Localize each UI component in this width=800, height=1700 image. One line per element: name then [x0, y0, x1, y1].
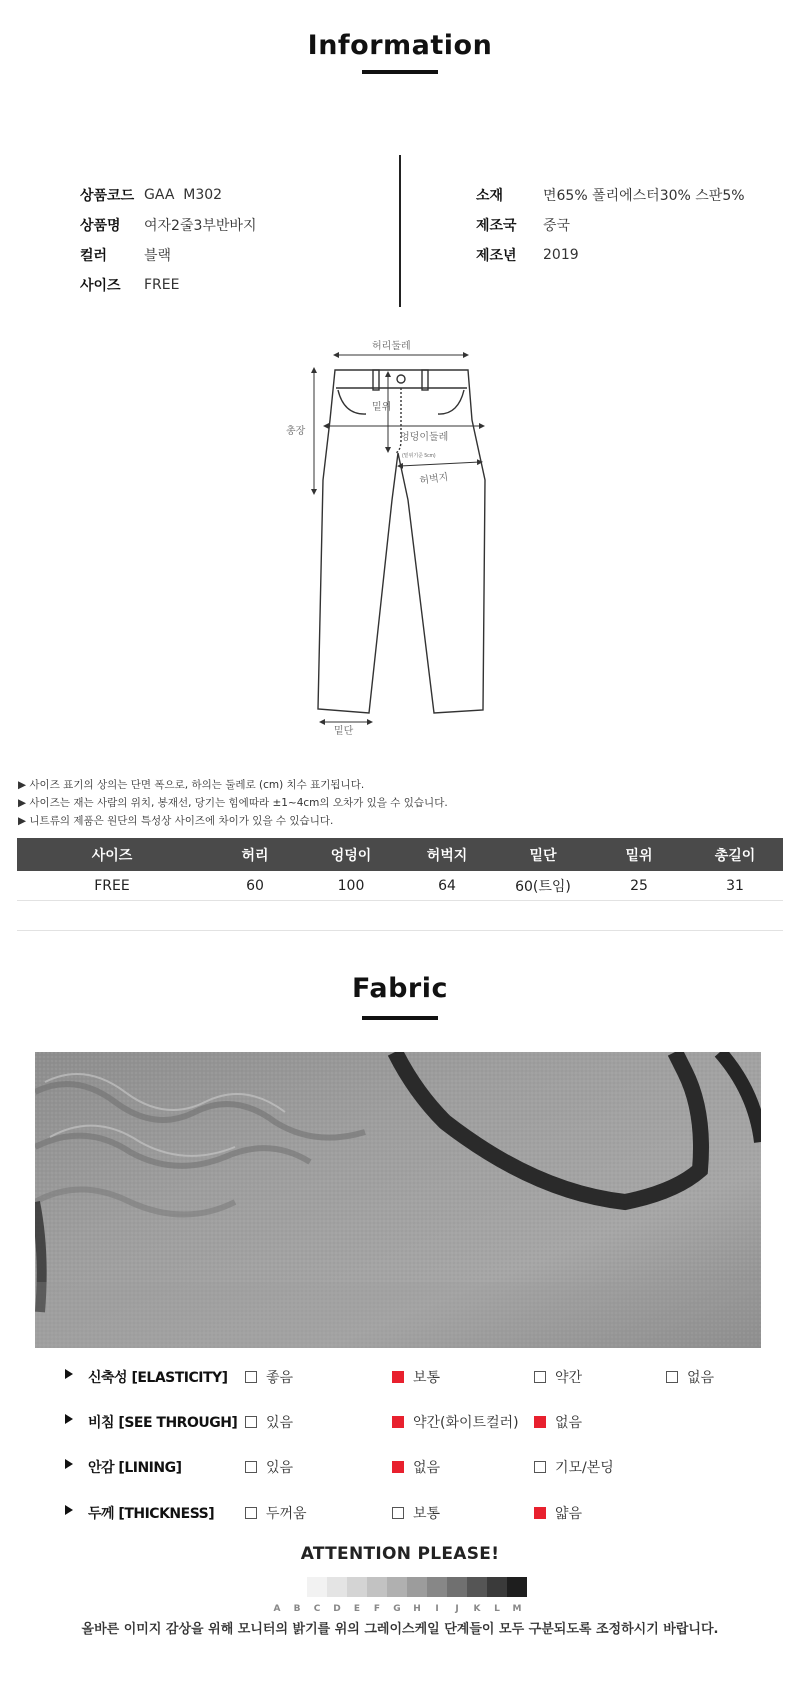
size-header-cell: 사이즈: [91, 847, 133, 864]
checkbox-icon: [666, 1371, 678, 1383]
checkbox-icon: [245, 1461, 257, 1473]
info-value: 블랙: [144, 248, 172, 264]
info-key: 제조년: [476, 248, 517, 264]
info-row-country: [476, 210, 745, 240]
option-label: 얇음: [555, 1506, 583, 1522]
label-waist: 허리둘레: [372, 341, 411, 352]
fabric-attr-thickness: [0, 1497, 800, 1527]
info-key: 상품명: [80, 218, 121, 234]
attr-option: [245, 1367, 293, 1387]
grayscale-strip: [287, 1577, 527, 1597]
bullet-arrow-icon: [65, 1369, 73, 1379]
size-table: [17, 838, 783, 901]
grayscale-letter: B: [293, 1604, 301, 1614]
product-info-right: [476, 180, 745, 270]
attr-option: [534, 1503, 582, 1523]
size-cell: 60: [246, 877, 264, 894]
checkbox-checked-icon: [534, 1507, 546, 1519]
attr-option: [392, 1412, 519, 1432]
option-label: 기모/본딩: [555, 1460, 614, 1476]
attr-option: [392, 1367, 440, 1387]
checkbox-icon: [534, 1371, 546, 1383]
attr-option: [666, 1367, 714, 1387]
information-title: Information: [307, 30, 493, 61]
info-row-size: [80, 270, 256, 300]
grayscale-swatch: [327, 1577, 347, 1597]
bullet-arrow-icon: [65, 1459, 73, 1469]
info-row-name: [80, 210, 256, 240]
option-label: 없음: [555, 1415, 583, 1431]
option-label: 없음: [687, 1370, 715, 1386]
label-thigh: 허벅지: [418, 472, 450, 487]
info-value: 면65% 폴리에스터30% 스판5%: [543, 188, 745, 204]
grayscale-swatch: [307, 1577, 327, 1597]
size-header-cell: 밑위: [625, 847, 653, 864]
size-header-cell: 엉덩이: [330, 847, 372, 864]
grayscale-letter: C: [313, 1604, 321, 1614]
info-row-color: [80, 240, 256, 270]
attr-option: [245, 1503, 307, 1523]
option-label: 약간: [555, 1370, 583, 1386]
attr-option: [534, 1367, 582, 1387]
size-header-cell: 허벅지: [426, 847, 468, 864]
option-label: 보통: [413, 1370, 441, 1386]
size-cell: 25: [630, 877, 648, 894]
grayscale-letter: L: [494, 1604, 500, 1614]
fabric-title: Fabric: [352, 973, 448, 1004]
checkbox-icon: [245, 1371, 257, 1383]
checkbox-checked-icon: [392, 1371, 404, 1383]
fabric-closeup-photo: [35, 1052, 761, 1348]
pants-measurement-diagram: [270, 340, 510, 740]
size-table-header: [17, 838, 783, 871]
info-key: 컬러: [80, 248, 108, 264]
grayscale-swatch: [487, 1577, 507, 1597]
size-cell: 60(트임): [515, 878, 571, 895]
label-rise: 밑위: [372, 402, 392, 413]
label-thigh-note: (밑위기준 5cm): [402, 453, 436, 459]
checkbox-icon: [245, 1416, 257, 1428]
info-key: 제조국: [476, 218, 517, 234]
grayscale-letter: H: [413, 1604, 421, 1614]
checkbox-checked-icon: [534, 1416, 546, 1428]
checkbox-icon: [392, 1507, 404, 1519]
grayscale-swatch: [407, 1577, 427, 1597]
checkbox-icon: [245, 1507, 257, 1519]
option-label: 좋음: [266, 1370, 294, 1386]
grayscale-letter: I: [435, 1604, 439, 1614]
option-label: 있음: [266, 1460, 294, 1476]
size-note: ▶ 사이즈 표기의 상의는 단면 폭으로, 하의는 둘레로 (cm) 치수 표기됩니다.: [18, 779, 365, 791]
info-value: FREE: [144, 277, 180, 293]
attr-label: 비침 [SEE THROUGH]: [88, 1415, 238, 1431]
attr-option: [392, 1503, 440, 1523]
info-key: 사이즈: [80, 278, 121, 294]
bullet-arrow-icon: [65, 1414, 73, 1424]
grayscale-letter: J: [455, 1604, 459, 1614]
info-key: 상품코드: [80, 188, 135, 204]
grayscale-swatch: [447, 1577, 467, 1597]
info-row-code: [80, 180, 256, 210]
pants-outline: [318, 370, 485, 713]
size-header-cell: 밑단: [529, 847, 557, 864]
grayscale-swatch: [507, 1577, 527, 1597]
grayscale-swatch: [347, 1577, 367, 1597]
info-row-year: [476, 240, 745, 270]
attr-option: [245, 1457, 293, 1477]
grayscale-swatch: [367, 1577, 387, 1597]
attr-option: [534, 1457, 614, 1477]
info-value: 중국: [543, 218, 571, 234]
size-notes: [18, 776, 448, 830]
grayscale-swatch: [427, 1577, 447, 1597]
info-value: GAA M302: [144, 187, 223, 203]
grayscale-letter: D: [333, 1604, 341, 1614]
info-value: 여자2줄3부반바지: [144, 218, 257, 234]
grayscale-letter: F: [373, 1604, 381, 1614]
size-cell: 64: [438, 877, 456, 894]
checkbox-icon: [534, 1461, 546, 1473]
bullet-arrow-icon: [65, 1505, 73, 1515]
size-header-cell: 총길이: [714, 847, 756, 864]
option-label: 있음: [266, 1415, 294, 1431]
info-row-material: [476, 180, 745, 210]
grayscale-letter: E: [353, 1604, 361, 1614]
fabric-title-underline: [362, 1016, 438, 1020]
size-cell: FREE: [94, 877, 130, 894]
size-cell: 100: [337, 877, 365, 894]
info-divider: [399, 155, 401, 307]
grayscale-swatch: [287, 1577, 307, 1597]
attr-option: [245, 1412, 293, 1432]
table-row: [17, 871, 783, 901]
section-divider: [17, 930, 783, 931]
fabric-attr-see-through: [0, 1406, 800, 1436]
attr-option: [392, 1457, 440, 1477]
grayscale-swatch: [467, 1577, 487, 1597]
option-label: 두꺼움: [266, 1506, 307, 1522]
grayscale-letter: K: [473, 1604, 481, 1614]
option-label: 약간(화이트컬러): [413, 1415, 519, 1431]
label-length: 총장: [286, 426, 306, 437]
option-label: 보통: [413, 1506, 441, 1522]
attr-label: 신축성 [ELASTICITY]: [88, 1370, 228, 1386]
info-key: 소재: [476, 188, 504, 204]
size-note: ▶ 사이즈는 재는 사람의 위치, 봉재선, 당기는 힘에따라 ±1~4cm의 오차가 있을 수 있습니다.: [18, 797, 448, 809]
fabric-attr-elasticity: [0, 1361, 800, 1391]
attr-label: 안감 [LINING]: [88, 1460, 182, 1476]
grayscale-letter: M: [512, 1604, 522, 1614]
info-value: 2019: [543, 247, 579, 263]
grayscale-letter: G: [393, 1604, 401, 1614]
product-info-left: [80, 180, 256, 300]
size-header-cell: 허리: [241, 847, 269, 864]
label-hip: 엉덩이둘레: [400, 432, 449, 443]
size-note: ▶ 니트류의 제품은 원단의 특성상 사이즈에 차이가 있을 수 있습니다.: [18, 815, 334, 827]
grayscale-swatch: [387, 1577, 407, 1597]
grayscale-letter: A: [273, 1604, 281, 1614]
checkbox-checked-icon: [392, 1461, 404, 1473]
attr-label: 두께 [THICKNESS]: [88, 1506, 215, 1522]
fabric-attr-lining: [0, 1451, 800, 1481]
information-title-underline: [362, 70, 438, 74]
grayscale-letters: [267, 1604, 527, 1614]
attr-option: [534, 1412, 582, 1432]
checkbox-checked-icon: [392, 1416, 404, 1428]
monitor-brightness-note: 올바른 이미지 감상을 위해 모니터의 밝기를 위의 그레이스케일 단계들이 모두 구분되도록 조정하시기 바랍니다.: [81, 1622, 719, 1637]
attention-title: ATTENTION PLEASE!: [300, 1544, 500, 1564]
option-label: 없음: [413, 1460, 441, 1476]
size-cell: 31: [726, 877, 744, 894]
label-hem: 밑단: [334, 726, 354, 737]
